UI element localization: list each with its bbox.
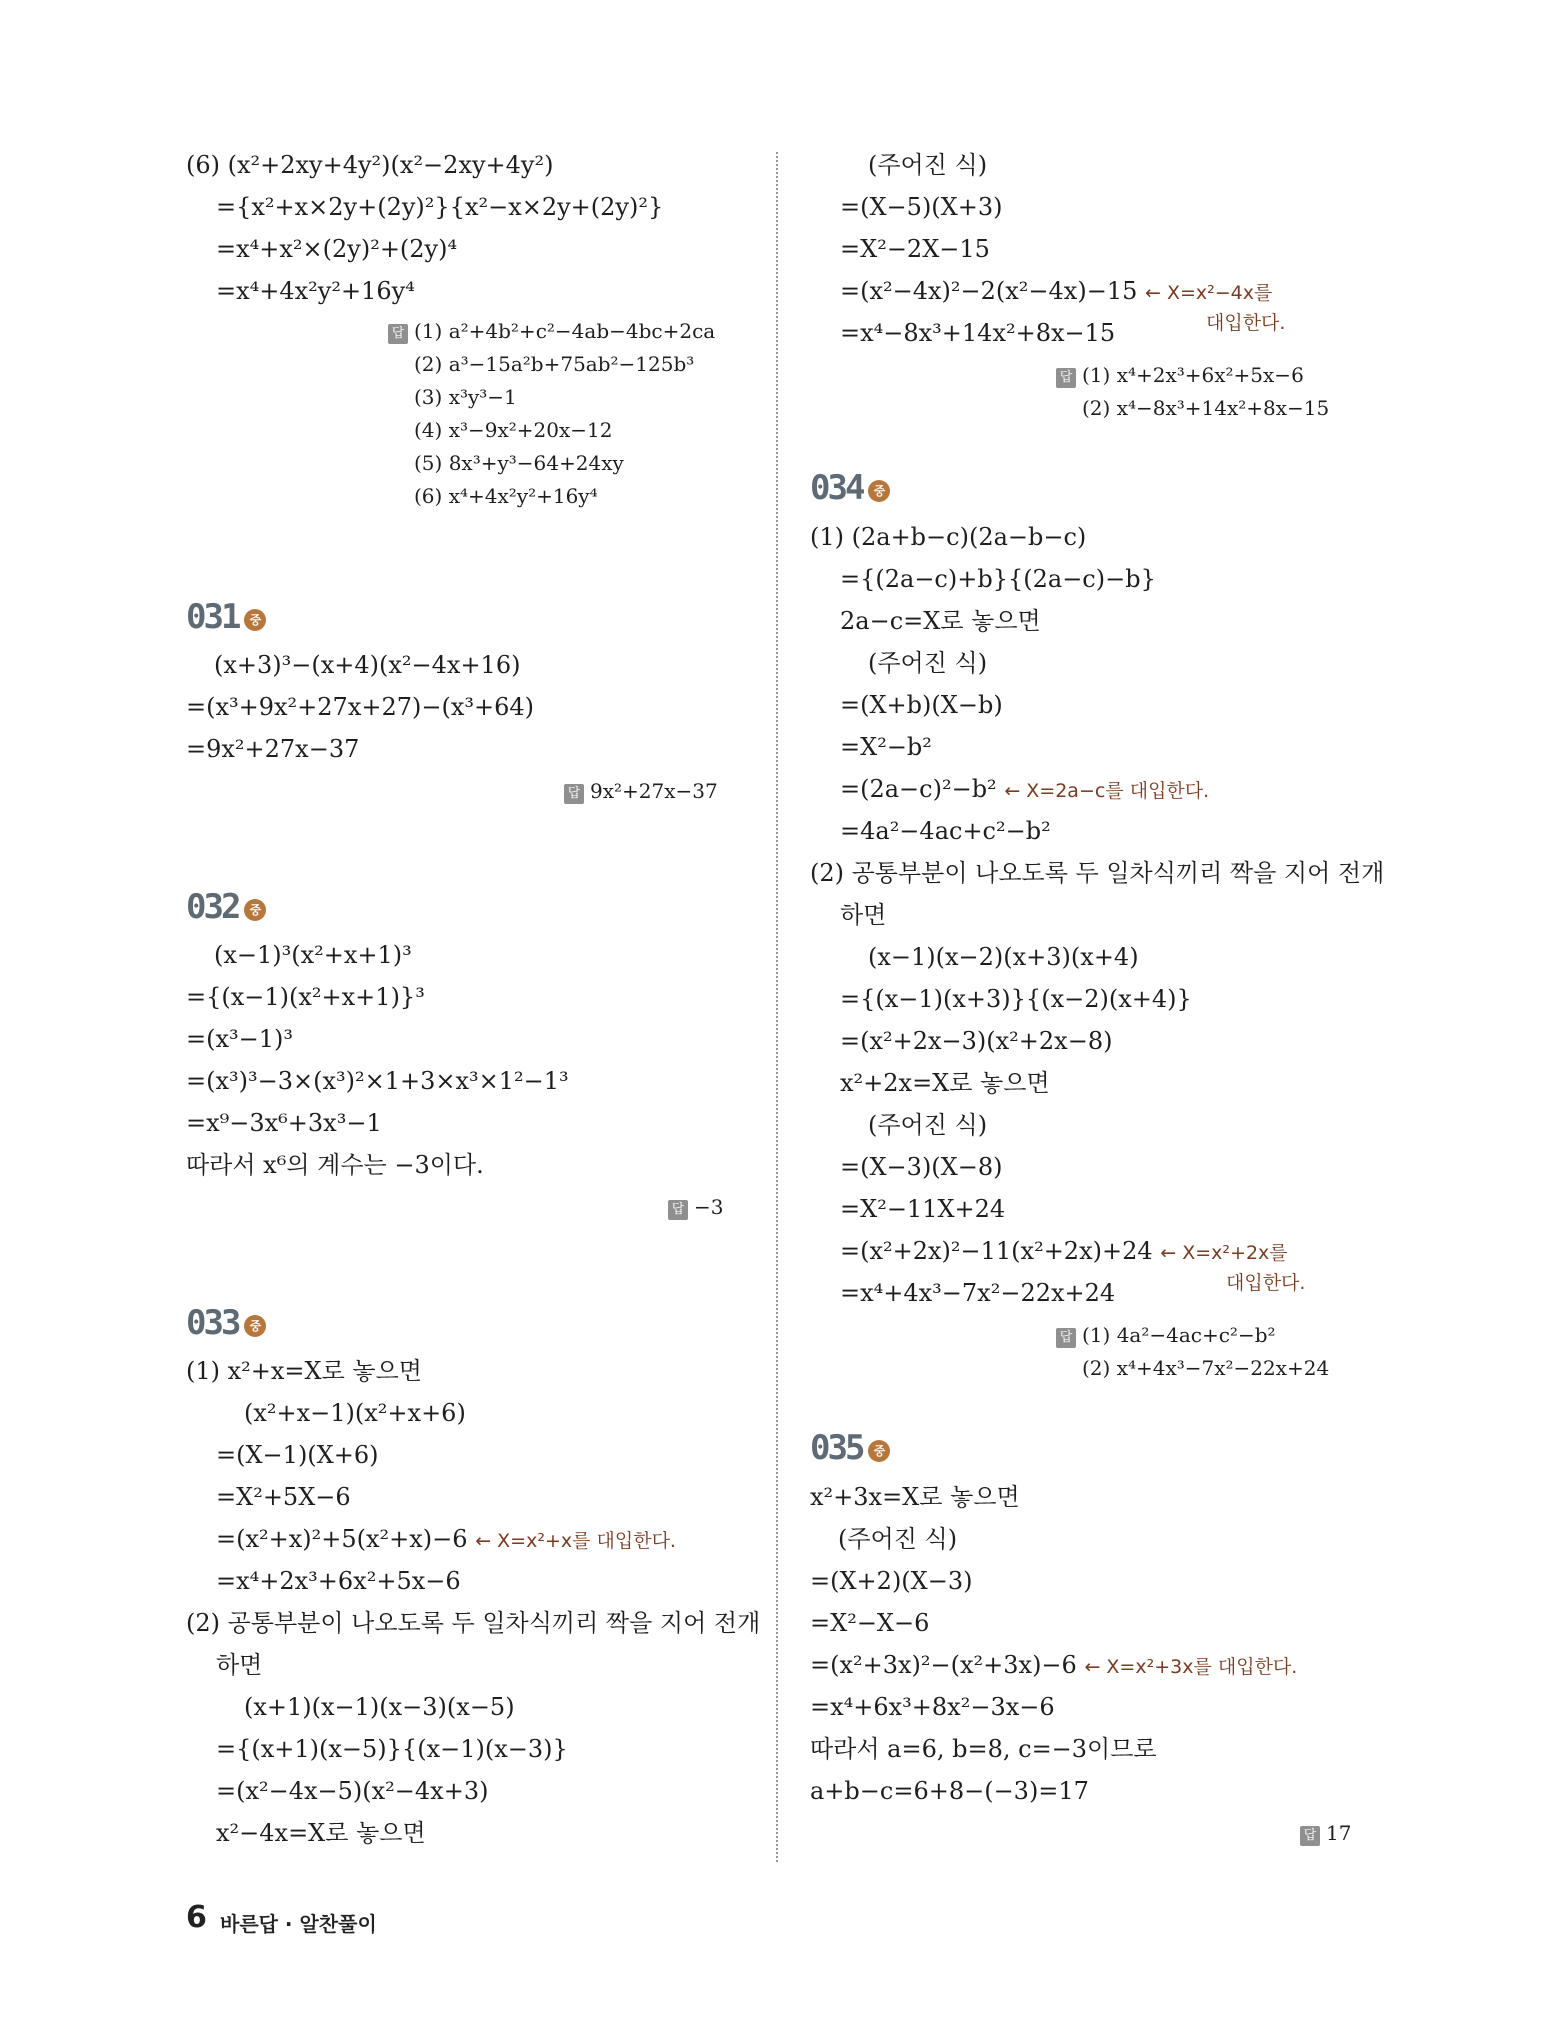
answer-text: 9x²+27x−37 [590,779,718,803]
solution-line: =x⁴+x²×(2y)²+(2y)⁴ [216,235,458,263]
solution-line: ={(x+1)(x−5)}{(x−1)(x−3)} [216,1735,568,1763]
solution-line: =X²−b² [840,733,932,761]
solution-line: =x⁴+4x³−7x²−22x+24 [840,1279,1116,1307]
solution-line: (1) x²+x=X로 놓으면 [186,1357,422,1385]
difficulty-badge: 중 [244,1315,266,1337]
solution-line: =4a²−4ac+c²−b² [840,817,1051,845]
answer-block [564,778,718,804]
answer-icon: 답 [564,784,584,804]
answer-block [1300,1820,1351,1846]
column-divider [776,152,778,1862]
solution-line: 따라서 x⁶의 계수는 −3이다. [186,1151,484,1179]
answer-block [388,318,715,344]
answer-icon: 답 [1300,1826,1320,1846]
solution-line: (2) 공통부분이 나오도록 두 일차식끼리 짝을 지어 전개 [186,1609,761,1637]
solution-line: =(x²+3x)²−(x²+3x)−6 ← X=x²+3x를 대입한다. [810,1651,1298,1679]
answer-text: −3 [694,1195,724,1219]
solution-line: (주어진 식) [868,1111,988,1139]
difficulty-badge: 중 [244,609,266,631]
answer-text: (1) 4a²−4ac+c²−b² [1082,1323,1276,1347]
solution-line: =(x³)³−3×(x³)²×1+3×x³×1²−1³ [186,1067,569,1095]
solution-line: 하면 [840,901,887,929]
solution-line: (x−1)³(x²+x+1)³ [214,941,412,969]
solution-line: (x+3)³−(x+4)(x²−4x+16) [214,651,521,679]
solution-line: =(2a−c)²−b² ← X=2a−c를 대입한다. [840,775,1210,803]
solution-line: x²−4x=X로 놓으면 [216,1819,426,1847]
solution-line: =(x³+9x²+27x+27)−(x³+64) [186,693,534,721]
solution-line: (2) 공통부분이 나오도록 두 일차식끼리 짝을 지어 전개 [810,859,1385,887]
solution-line: ={x²+x×2y+(2y)²}{x²−x×2y+(2y)²} [216,193,664,221]
solution-line: ={(x−1)(x²+x+1)}³ [186,983,425,1011]
solution-line: =x⁴+4x²y²+16y⁴ [216,277,415,305]
answer-text: (5) 8x³+y³−64+24xy [414,451,624,475]
solution-line: =(X+2)(X−3) [810,1567,973,1595]
answer-text: (2) x⁴+4x³−7x²−22x+24 [1082,1356,1330,1380]
solution-line: =(X−3)(X−8) [840,1153,1003,1181]
solution-line: (x+1)(x−1)(x−3)(x−5) [244,1693,515,1721]
answer-text: (1) x⁴+2x³+6x²+5x−6 [1082,363,1304,387]
substitution-note: 대입한다. [1206,312,1286,334]
substitution-note: ← X=2a−c를 대입한다. [1004,780,1210,802]
solution-line: 2a−c=X로 놓으면 [840,607,1041,635]
answer-text: 17 [1326,1821,1352,1845]
solution-line: a+b−c=6+8−(−3)=17 [810,1777,1089,1805]
answer-text: (1) a²+4b²+c²−4ab−4bc+2ca [414,319,716,343]
problem-heading-031: 031 중 [186,597,266,637]
solution-line: =(X−1)(X+6) [216,1441,379,1469]
solution-line: =X²+5X−6 [216,1483,351,1511]
answer-text: (2) a³−15a²b+75ab²−125b³ [414,352,695,376]
solution-line: 하면 [216,1651,263,1679]
solution-line: ={(x−1)(x+3)}{(x−2)(x+4)} [840,985,1192,1013]
answer-icon: 답 [1056,1328,1076,1348]
answer-icon: 답 [668,1200,688,1220]
substitution-note: ← X=x²+2x를 [1160,1242,1288,1264]
solution-line: x²+2x=X로 놓으면 [840,1069,1050,1097]
answer-text: (4) x³−9x²+20x−12 [414,418,613,442]
difficulty-badge: 중 [244,899,266,921]
solution-line: (주어진 식) [838,1525,958,1553]
solution-line: (6) (x²+2xy+4y²)(x²−2xy+4y²) [186,151,554,179]
answer-text: (6) x⁴+4x²y²+16y⁴ [414,484,598,508]
problem-heading-033: 033 중 [186,1303,266,1343]
answer-block [1056,1322,1276,1348]
problem-heading-032: 032 중 [186,887,266,927]
solution-line: =(x²+2x−3)(x²+2x−8) [840,1027,1113,1055]
problem-heading-034: 034 중 [810,468,890,508]
solution-line: =(X+b)(X−b) [840,691,1003,719]
solution-line: 따라서 a=6, b=8, c=−3이므로 [810,1735,1157,1763]
solution-line: =x⁴+6x³+8x²−3x−6 [810,1693,1055,1721]
solution-line: (주어진 식) [868,649,988,677]
solution-line: =X²−X−6 [810,1609,930,1637]
solution-line: =(x²−4x−5)(x²−4x+3) [216,1777,489,1805]
solution-line: =x⁴+2x³+6x²+5x−6 [216,1567,461,1595]
solution-line: (x²+x−1)(x²+x+6) [244,1399,466,1427]
solution-line: =(x²+2x)²−11(x²+2x)+24 ← X=x²+2x를 [840,1237,1288,1265]
solution-line: =9x²+27x−37 [186,735,360,763]
difficulty-badge: 중 [868,1440,890,1462]
substitution-note: ← X=x²−4x를 [1145,282,1273,304]
solution-line: =X²−2X−15 [840,235,990,263]
footer-title: 바른답 · 알찬풀이 [220,1912,377,1936]
substitution-note: 대입한다. [1226,1272,1306,1294]
page-number: 6 [186,1900,207,1935]
answer-icon: 답 [388,324,408,344]
solution-line: x²+3x=X로 놓으면 [810,1483,1020,1511]
solution-line: =x⁹−3x⁶+3x³−1 [186,1109,382,1137]
solution-line: (1) (2a+b−c)(2a−b−c) [810,523,1087,551]
substitution-note: ← X=x²+3x를 대입한다. [1084,1656,1298,1678]
solution-line: =X²−11X+24 [840,1195,1006,1223]
solution-line: (x−1)(x−2)(x+3)(x+4) [868,943,1139,971]
solution-line: =(x³−1)³ [186,1025,293,1053]
solution-line: =x⁴−8x³+14x²+8x−15 [840,319,1116,347]
solution-line: =(x²+x)²+5(x²+x)−6 ← X=x²+x를 대입한다. [216,1525,676,1553]
solution-line: ={(2a−c)+b}{(2a−c)−b} [840,565,1156,593]
answer-block [668,1194,723,1220]
difficulty-badge: 중 [868,480,890,502]
answer-block [1056,362,1304,388]
solution-line: =(X−5)(X+3) [840,193,1003,221]
substitution-note: ← X=x²+x를 대입한다. [475,1530,676,1552]
problem-heading-035: 035 중 [810,1428,890,1468]
solution-line: (주어진 식) [868,151,988,179]
solution-line: =(x²−4x)²−2(x²−4x)−15 ← X=x²−4x를 [840,277,1273,305]
answer-text: (3) x³y³−1 [414,385,517,409]
answer-icon: 답 [1056,368,1076,388]
answer-text: (2) x⁴−8x³+14x²+8x−15 [1082,396,1330,420]
